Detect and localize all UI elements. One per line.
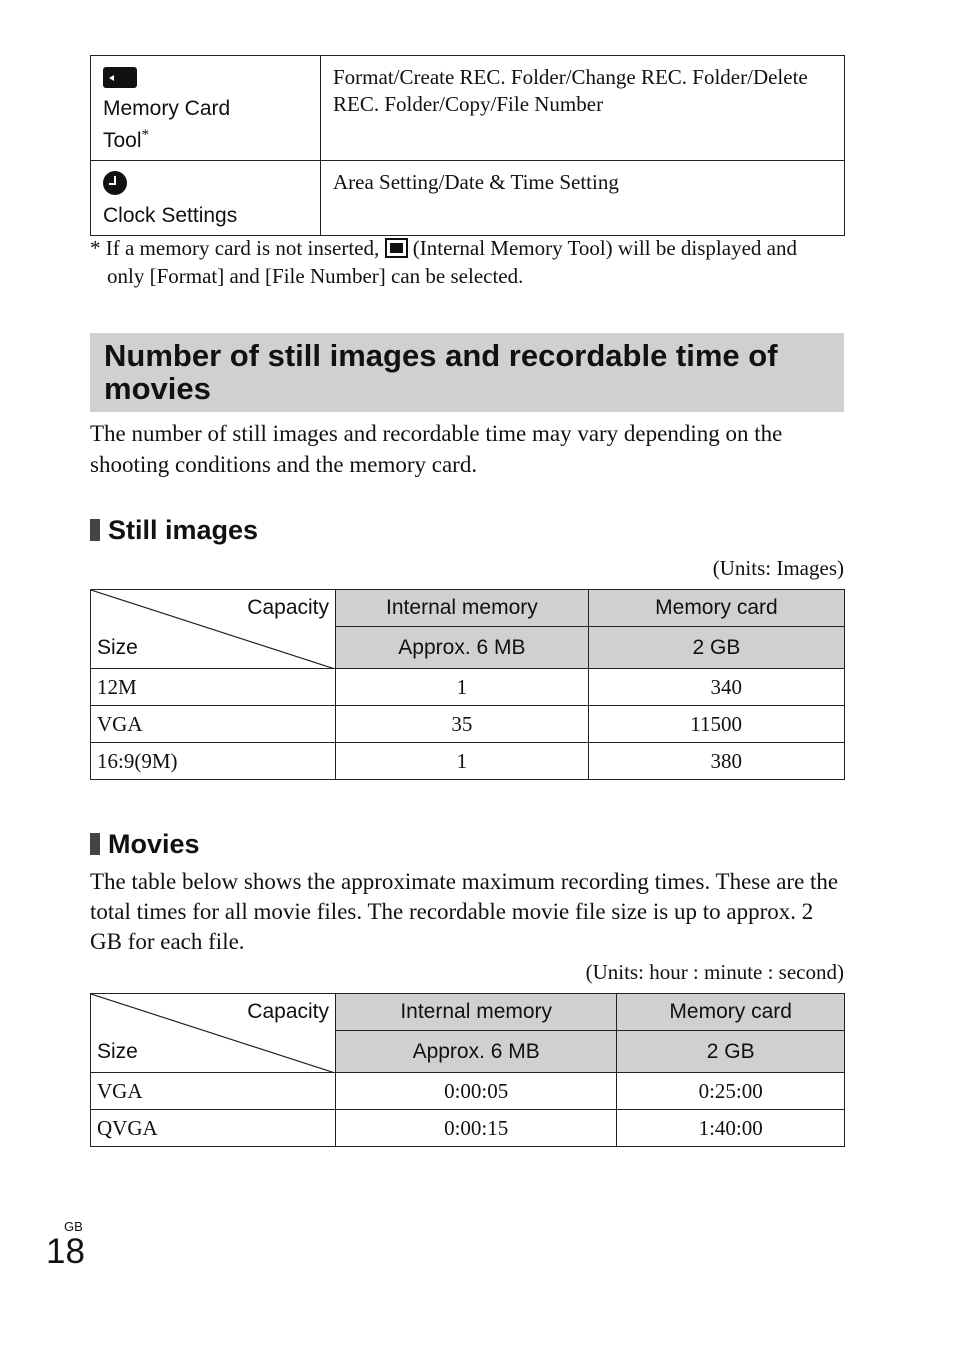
row-size: 12M [91, 669, 336, 706]
footnote-text: * If a memory card is not inserted, [90, 236, 380, 260]
section-title: Number of still images and recordable time of movies [104, 338, 778, 406]
row-internal: 1 [336, 743, 589, 780]
column-header: Internal memory [336, 994, 617, 1031]
units-label: (Units: hour : minute : second) [585, 960, 844, 984]
subheading-text: Still images [108, 515, 259, 545]
internal-memory-icon [385, 238, 408, 258]
corner-capacity-label: Capacity [247, 1000, 329, 1023]
page-region-label: GB [64, 1219, 83, 1234]
footnote-text: (Internal Memory Tool) will be displayed and [412, 236, 797, 260]
table-header-row [91, 590, 845, 627]
settings-value: Format/Create REC. Folder/Change REC. Folder/Delete REC. Folder/Copy/File Number [321, 56, 845, 161]
column-subheader: 2 GB [588, 627, 844, 669]
settings-label: Memory Card [103, 97, 231, 120]
subheading-still-images [90, 514, 258, 546]
subheading-text: Movies [108, 829, 200, 859]
movies-intro: The table below shows the approximate maximum recording times. These are the total times for all movie files. The recordable movie file size is up to approx. 2 GB for each file. [90, 869, 839, 954]
table-row [91, 743, 845, 780]
table-header-row [91, 994, 845, 1031]
memory-card-icon [103, 67, 137, 88]
section-header [90, 333, 844, 412]
row-size: 16:9(9M) [91, 743, 336, 780]
heading-marker-icon [90, 833, 100, 855]
settings-row-clock [91, 161, 845, 236]
corner-size-label: Size [97, 1040, 138, 1063]
column-subheader: Approx. 6 MB [336, 1031, 617, 1073]
table-row [91, 669, 845, 706]
column-subheader: 2 GB [617, 1031, 845, 1073]
row-size: VGA [91, 1073, 336, 1110]
table-corner-cell [91, 994, 336, 1073]
row-card: 380 [588, 743, 844, 780]
row-card: 340 [588, 669, 844, 706]
settings-label: Tool [103, 129, 142, 152]
subheading-movies [90, 828, 200, 860]
section-intro: The number of still images and recordable time may vary depending on the shooting conditions and the memory card. [90, 421, 783, 477]
row-internal: 0:00:05 [336, 1073, 617, 1110]
row-card: 0:25:00 [617, 1073, 845, 1110]
footnote-text: only [Format] and [File Number] can be selected. [107, 264, 524, 288]
row-internal: 1 [336, 669, 589, 706]
row-internal: 35 [336, 706, 589, 743]
settings-value: Area Setting/Date & Time Setting [321, 161, 845, 236]
row-card: 1:40:00 [617, 1110, 845, 1147]
settings-table [90, 55, 845, 236]
footnote [90, 234, 850, 290]
clock-icon [103, 171, 127, 195]
settings-row-memory-card [91, 56, 845, 161]
movies-table [90, 993, 845, 1147]
page-number: 18 [46, 1232, 85, 1271]
column-subheader: Approx. 6 MB [336, 627, 589, 669]
column-header: Memory card [588, 590, 844, 627]
heading-marker-icon [90, 519, 100, 541]
units-label: (Units: Images) [712, 556, 844, 580]
column-header: Internal memory [336, 590, 589, 627]
row-size: QVGA [91, 1110, 336, 1147]
settings-label: Clock Settings [103, 204, 238, 227]
corner-size-label: Size [97, 636, 138, 659]
table-row [91, 706, 845, 743]
column-header: Memory card [617, 994, 845, 1031]
table-row [91, 1110, 845, 1147]
table-corner-cell [91, 590, 336, 669]
corner-capacity-label: Capacity [247, 596, 329, 619]
footnote-mark: * [141, 127, 150, 143]
row-size: VGA [91, 706, 336, 743]
row-card: 11500 [588, 706, 844, 743]
still-images-table [90, 589, 845, 780]
row-internal: 0:00:15 [336, 1110, 617, 1147]
table-row [91, 1073, 845, 1110]
